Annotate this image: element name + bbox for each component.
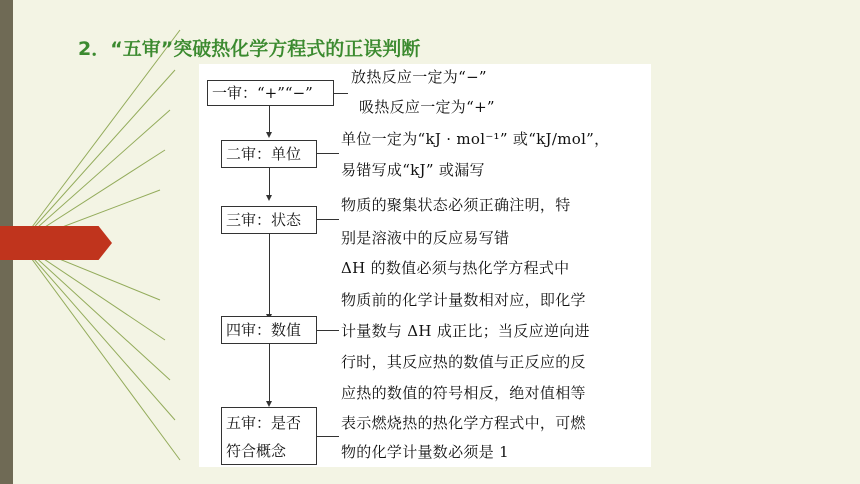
step-box-1 [207,80,334,106]
step-4-line-2: 物质前的化学计量数相对应，即化学 [341,291,586,309]
step-label-3: 三审：状态 [226,211,302,229]
connector-5 [317,436,339,437]
step-5-line-2: 物的化学计量数必须是 1 [341,443,509,461]
step-label-5-line-1: 五审：是否 [226,414,302,432]
step-4-line-1: ΔH 的数值必须与热化学方程式中 [341,259,570,277]
step-4-line-4: 行时，其反应热的数值与正反应的反 [341,353,586,371]
step-2-line-2: 易错写成“kJ” 或漏写 [341,161,485,179]
step-label-5-line-2: 符合概念 [226,442,287,460]
step-label-1: 一审：“+”“−” [212,84,313,102]
step-label-2: 二审：单位 [226,145,302,163]
flowchart-panel [199,64,651,467]
flow-arrow-2 [269,168,270,196]
step-1-line-1: 放热反应一定为“−” [351,68,487,86]
red-arrow-tab [0,226,112,260]
connector-1 [334,93,348,94]
step-box-4 [221,316,317,344]
flow-arrow-4 [269,344,270,402]
step-label-4: 四审：数值 [226,321,302,339]
connector-3 [317,219,339,220]
step-1-line-2: 吸热反应一定为“+” [359,98,495,116]
step-4-line-3: 计量数与 ΔH 成正比；当反应逆向进 [341,322,590,340]
step-3-line-2: 别是溶液中的反应易写错 [341,229,510,247]
connector-2 [317,153,339,154]
step-4-line-5: 应热的数值的符号相反，绝对值相等 [341,384,586,402]
connector-4 [317,330,339,331]
page-title: 2．“五审”突破热化学方程式的正误判断 [78,38,421,60]
step-box-3 [221,206,317,234]
flow-arrow-1 [269,106,270,133]
flow-arrow-3 [269,234,270,315]
step-box-5 [221,407,317,465]
flow-arrowhead-1 [266,132,272,138]
step-5-line-1: 表示燃烧热的热化学方程式中，可燃 [341,414,586,432]
step-box-2 [221,140,317,168]
step-2-line-1: 单位一定为“kJ · mol⁻¹” 或“kJ/mol”， [341,130,610,148]
flow-arrowhead-2 [266,195,272,201]
step-3-line-1: 物质的聚集状态必须正确注明，特 [341,196,571,214]
